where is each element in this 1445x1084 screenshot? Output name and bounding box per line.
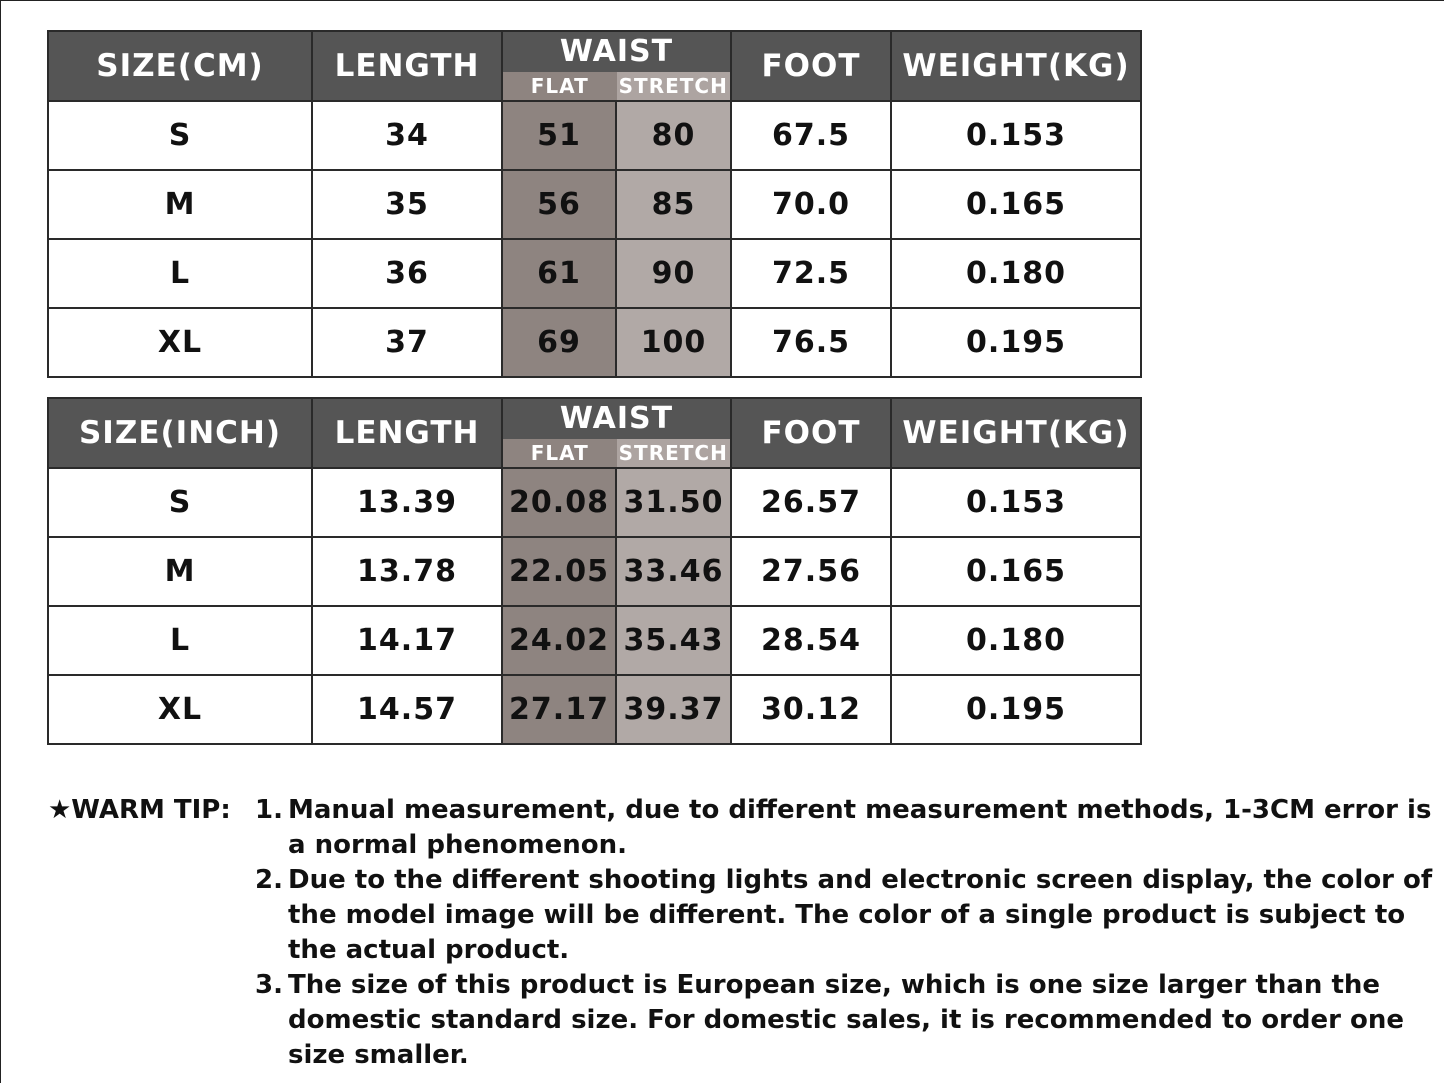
- cell-size: L: [48, 606, 312, 675]
- header-waist-title: WAIST: [559, 401, 674, 436]
- cell-waist-flat: 27.17: [502, 675, 616, 744]
- tip-text: Due to the different shooting lights and electronic screen display, the color of the model image will be different. The color of a single product is subject to the actual product.: [288, 865, 1433, 965]
- list-item: [255, 793, 1435, 863]
- cell-length: 13.39: [312, 468, 502, 537]
- cell-waist-flat: 22.05: [502, 537, 616, 606]
- cell-weight: 0.180: [891, 239, 1141, 308]
- cell-foot: 70.0: [731, 170, 891, 239]
- cell-weight: 0.165: [891, 170, 1141, 239]
- header-waist-title: WAIST: [559, 34, 674, 69]
- cell-size: L: [48, 239, 312, 308]
- tip-text: Manual measurement, due to different measurement methods, 1-3CM error is a normal phenomenon.: [288, 795, 1432, 860]
- header-foot: FOOT: [731, 398, 891, 468]
- table-row: [48, 101, 1141, 170]
- cell-waist-stretch: 90: [616, 239, 731, 308]
- cell-foot: 67.5: [731, 101, 891, 170]
- cell-waist-flat: 51: [502, 101, 616, 170]
- list-item: [255, 968, 1435, 1073]
- table-row: [48, 239, 1141, 308]
- cell-weight: 0.195: [891, 675, 1141, 744]
- table-row: [48, 675, 1141, 744]
- cell-size: XL: [48, 675, 312, 744]
- cell-foot: 30.12: [731, 675, 891, 744]
- cell-length: 14.57: [312, 675, 502, 744]
- cell-weight: 0.180: [891, 606, 1141, 675]
- header-flat: FLAT: [503, 439, 617, 467]
- list-item: [255, 863, 1435, 968]
- header-foot: FOOT: [731, 31, 891, 101]
- cell-foot: 76.5: [731, 308, 891, 377]
- cell-weight: 0.195: [891, 308, 1141, 377]
- header-waist: [502, 31, 731, 101]
- cell-waist-flat: 24.02: [502, 606, 616, 675]
- header-size: SIZE(INCH): [48, 398, 312, 468]
- table-row: [48, 537, 1141, 606]
- warm-tip-list: [255, 793, 1435, 1073]
- header-length: LENGTH: [312, 398, 502, 468]
- cell-length: 37: [312, 308, 502, 377]
- cell-weight: 0.153: [891, 468, 1141, 537]
- size-table-cm: [47, 30, 1142, 378]
- cell-waist-flat: 69: [502, 308, 616, 377]
- cell-length: 13.78: [312, 537, 502, 606]
- tip-number: 3.: [255, 970, 283, 1000]
- header-flat: FLAT: [503, 72, 617, 100]
- cell-foot: 26.57: [731, 468, 891, 537]
- cell-weight: 0.165: [891, 537, 1141, 606]
- cell-waist-stretch: 100: [616, 308, 731, 377]
- cell-size: M: [48, 537, 312, 606]
- header-waist: [502, 398, 731, 468]
- cell-waist-flat: 61: [502, 239, 616, 308]
- cell-waist-flat: 20.08: [502, 468, 616, 537]
- cell-waist-stretch: 33.46: [616, 537, 731, 606]
- table-row: [48, 308, 1141, 377]
- cell-length: 36: [312, 239, 502, 308]
- header-weight: WEIGHT(KG): [891, 31, 1141, 101]
- cell-foot: 72.5: [731, 239, 891, 308]
- cell-waist-stretch: 85: [616, 170, 731, 239]
- cell-waist-flat: 56: [502, 170, 616, 239]
- header-stretch: STRETCH: [617, 439, 731, 467]
- tip-number: 2.: [255, 865, 283, 895]
- cell-foot: 28.54: [731, 606, 891, 675]
- cell-foot: 27.56: [731, 537, 891, 606]
- cell-waist-stretch: 35.43: [616, 606, 731, 675]
- table-header-row: [48, 31, 1141, 101]
- cell-length: 35: [312, 170, 502, 239]
- size-table-inch: [47, 397, 1142, 745]
- header-size: SIZE(CM): [48, 31, 312, 101]
- cell-length: 34: [312, 101, 502, 170]
- table-row: [48, 170, 1141, 239]
- table-row: [48, 468, 1141, 537]
- header-length: LENGTH: [312, 31, 502, 101]
- cell-size: S: [48, 101, 312, 170]
- cell-size: S: [48, 468, 312, 537]
- cell-size: M: [48, 170, 312, 239]
- cell-waist-stretch: 31.50: [616, 468, 731, 537]
- header-stretch: STRETCH: [617, 72, 731, 100]
- tip-text: The size of this product is European size, which is one size larger than the domestic standard size. For domestic sales, it is recommended to order one size smaller.: [288, 970, 1405, 1070]
- tip-number: 1.: [255, 795, 283, 825]
- cell-size: XL: [48, 308, 312, 377]
- header-weight: WEIGHT(KG): [891, 398, 1141, 468]
- warm-tip-label: ★WARM TIP:: [48, 795, 231, 825]
- cell-weight: 0.153: [891, 101, 1141, 170]
- cell-length: 14.17: [312, 606, 502, 675]
- table-header-row: [48, 398, 1141, 468]
- cell-waist-stretch: 39.37: [616, 675, 731, 744]
- cell-waist-stretch: 80: [616, 101, 731, 170]
- table-row: [48, 606, 1141, 675]
